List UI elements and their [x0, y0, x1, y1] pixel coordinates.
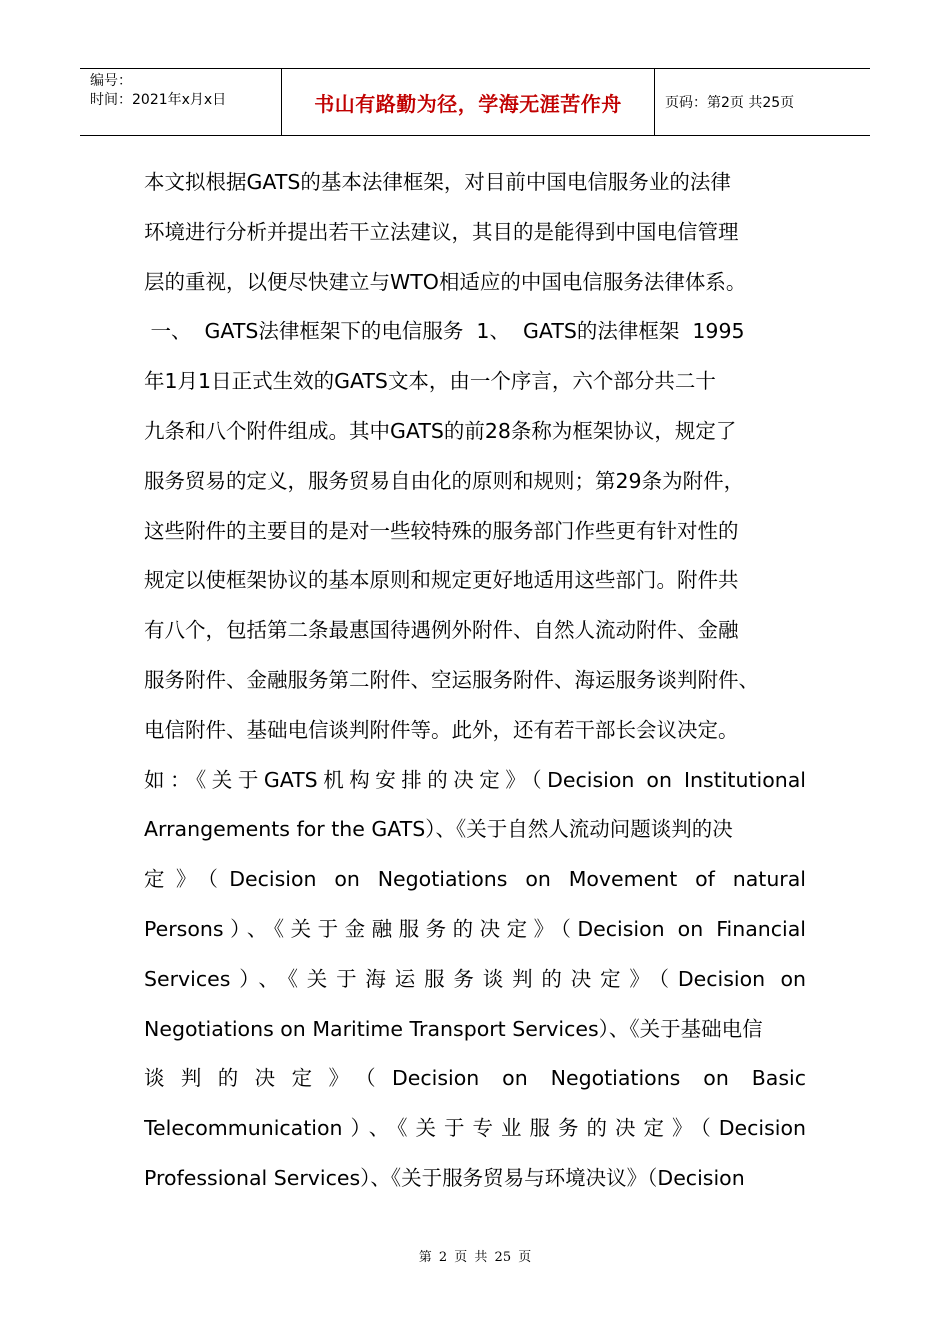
header-meta-cell — [80, 69, 282, 135]
body-line: Negotiations on Maritime Transport Services）、《关于基础电信 — [144, 1016, 763, 1041]
body-line: 环境进行分析并提出若干立法建议，其目的是能得到中国电信管理 — [144, 219, 739, 244]
body-line: 服务贸易的定义，服务贸易自由化的原则和规则；第29条为附件， — [144, 468, 745, 493]
page-header — [80, 68, 870, 136]
header-page-cell — [655, 69, 870, 135]
footer-page-number: 第 2 页 共 25 页 — [418, 1250, 532, 1265]
document-date-label: 时间：2021年x月x日 — [90, 92, 227, 108]
body-line: 九条和八个附件组成。其中GATS的前28条称为框架协议，规定了 — [144, 418, 737, 443]
body-line: 规定以使框架协议的基本原则和规定更好地适用这些部门。附件共 — [144, 568, 739, 593]
header-motto: 书山有路勤为径，学海无涯苦作舟 — [314, 91, 622, 116]
document-body — [144, 158, 806, 1204]
body-line: 有八个，包括第二条最惠国待遇例外附件、自然人流动附件、金融 — [144, 618, 739, 643]
body-line: 谈判的决定》（Decision on Negotiations on Basic — [144, 1066, 806, 1091]
body-line: Arrangements for the GATS）、《关于自然人流动问题谈判的决 — [144, 817, 733, 842]
body-line: 这些附件的主要目的是对一些较特殊的服务部门作些更有针对性的 — [144, 518, 739, 543]
page-footer — [0, 1246, 950, 1265]
body-line: 定》（Decision on Negotiations on Movement of natural — [144, 867, 806, 892]
document-number-label: 编号： — [90, 73, 132, 89]
body-line: Persons）、《关于金融服务的决定》（Decision on Financial — [144, 916, 806, 941]
body-line: Services）、《关于海运服务谈判的决定》（Decision on — [144, 966, 806, 991]
body-line: 本文拟根据GATS的基本法律框架，对目前中国电信服务业的法律 — [144, 170, 731, 194]
body-line: 层的重视，以便尽快建立与WTO相适应的中国电信服务法律体系。 — [144, 269, 747, 294]
body-line: 一、 GATS法律框架下的电信服务 1、 GATS的法律框架 1995 — [144, 319, 745, 344]
body-line: 电信附件、基础电信谈判附件等。此外，还有若干部长会议决定。 — [144, 717, 739, 742]
header-page-info: 页码：第2页 共25页 — [665, 95, 795, 111]
header-motto-cell — [282, 69, 655, 135]
body-line: 如：《关于GATS机构安排的决定》（Decision on Institutional — [144, 767, 806, 792]
body-line: Telecommunication）、《关于专业服务的决定》（Decision — [144, 1116, 806, 1141]
body-line: Professional Services）、《关于服务贸易与环境决议》（Decision — [144, 1165, 745, 1190]
body-line: 年1月1日正式生效的GATS文本，由一个序言，六个部分共二十 — [144, 369, 716, 394]
body-line: 服务附件、金融服务第二附件、空运服务附件、海运服务谈判附件、 — [144, 667, 759, 692]
